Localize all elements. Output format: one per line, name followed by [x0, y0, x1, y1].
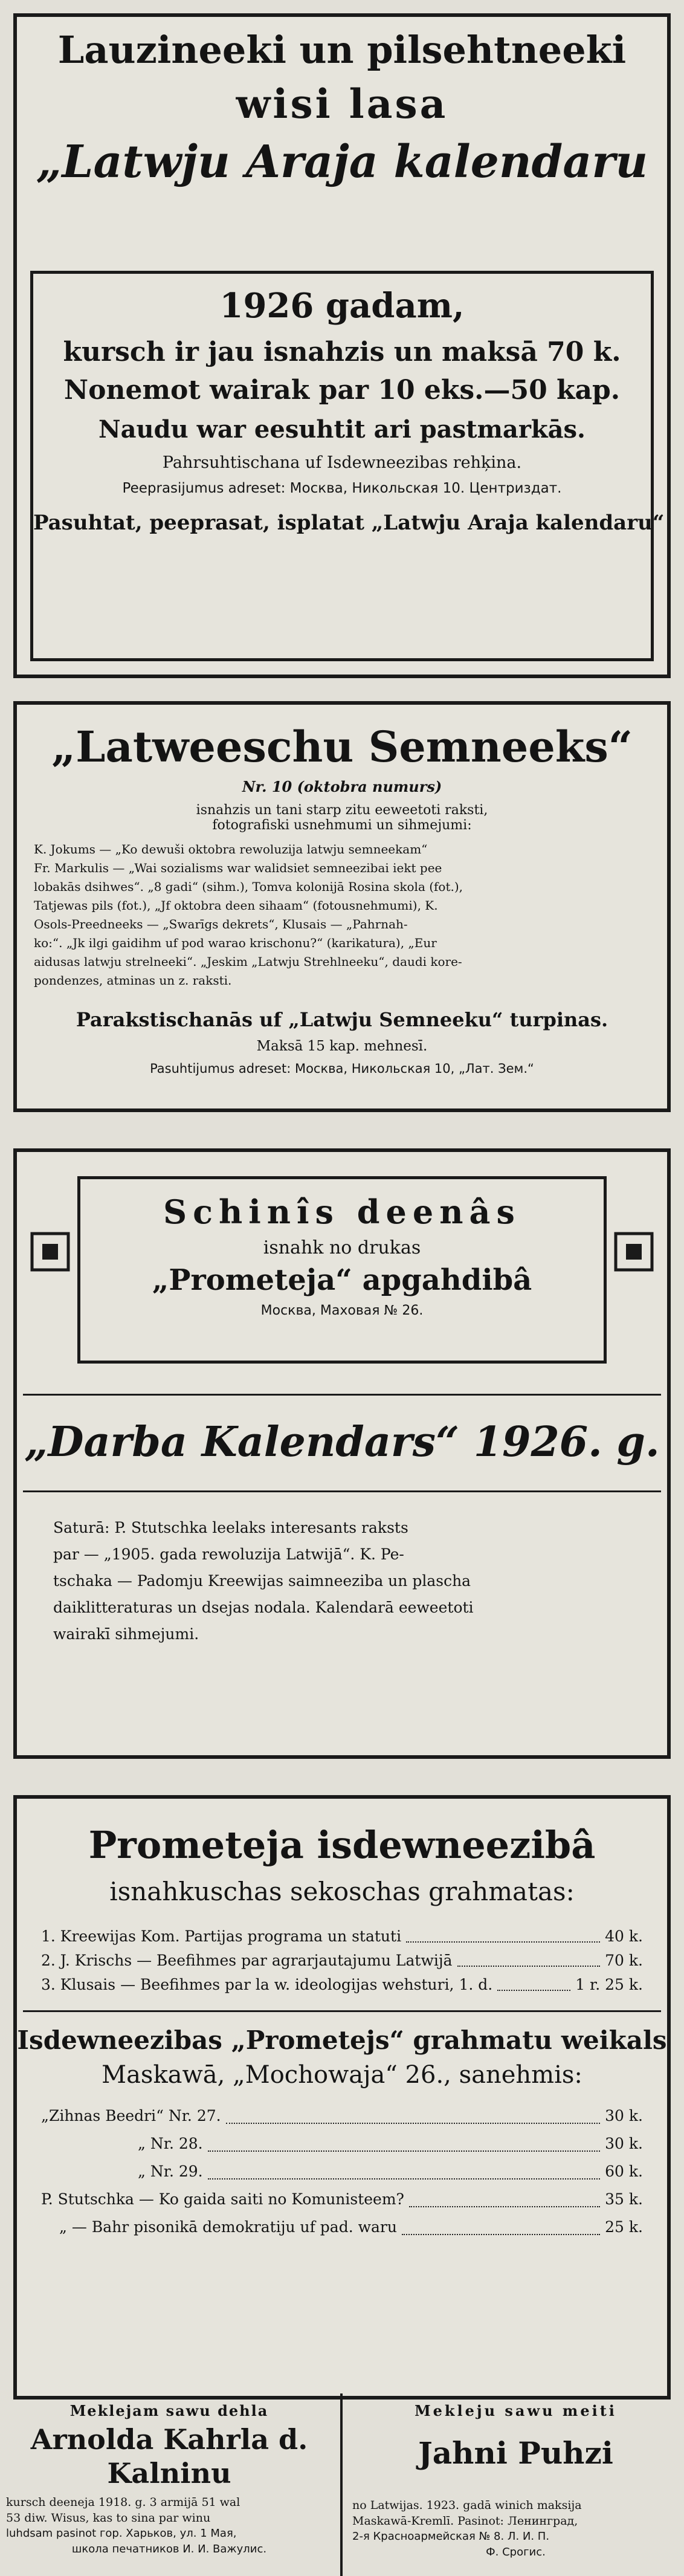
ad2-body-line: Osols-Preedneeks — „Swarīgs dekrets“, Klusais — „Pahrnah- [34, 917, 408, 931]
item-title: „ Nr. 29. [138, 2163, 203, 2180]
ad1-line4: 1926 gadam, [219, 286, 465, 326]
notice-right-line: no Latwijas. 1923. gadā winiсh maksija [352, 2499, 582, 2512]
item-price: 30 k. [605, 2135, 643, 2152]
ad1-line10: Pasuhtat, peeprasat, isplatat „Latwju Araja kalendaru“ [33, 511, 665, 535]
ad1-line2: wisi lasa [236, 80, 448, 128]
ad1-line8: Pahrsuhtischana uf Isdewneezibas rehķina. [162, 453, 522, 472]
ad3-header-box [77, 1176, 607, 1364]
ad2-body-line: aidusas latwju strelneeki“. „Jeskim „Latwju Strehlneeku“, daudi kore- [34, 954, 462, 969]
ad1-inner-box [30, 271, 665, 661]
ad2-body-line: Fr. Markulis — „Wai sozialisms war walidsiet semneezibai iekt pee [34, 861, 442, 875]
notice-left [0, 2393, 338, 2576]
ad2-title: „Latweeschu Semneeks“ [51, 722, 633, 772]
leader-dots [208, 2158, 601, 2180]
book-title: 1. Kreewijas Kom. Partijas programa un statuti [41, 1927, 402, 1945]
leader-dots [497, 1973, 570, 1991]
notice-right-body [352, 2497, 679, 2560]
ad3-header2: isnahk no drukas [263, 1237, 421, 1258]
book-row [17, 1973, 667, 1997]
notice-left-line: kursch deeneja 1918. g. 3 armijā 51 wal [6, 2496, 240, 2509]
ad3-title: „Darba Kalendars“ 1926. g. [24, 1418, 660, 1466]
ad3-content-line: Saturā: P. Stutschka leelaks interesants raksts [53, 1519, 408, 1536]
book-title: 2. J. Krischs — Beefihmes par agrarjautajumu Latwijā [41, 1952, 453, 1969]
ad-prometeja-isdewneeziba [13, 1795, 671, 2400]
notice-right-line: 2-я Красноармейская № 8. Л. И. П. [352, 2530, 550, 2543]
item-title: „Zihnas Beedri“ Nr. 27. [41, 2107, 221, 2125]
ad3-header3: „Prometeja“ apgahdibâ [152, 1263, 532, 1297]
leader-dots [402, 2213, 600, 2235]
book-row [17, 1949, 667, 1973]
ad2-issue: Nr. 10 (oktobra numurs) [242, 778, 442, 795]
ad4-shop2: Maskawā, „Mochowaja“ 26., sanehmis: [102, 2061, 582, 2089]
leader-dots [208, 2130, 601, 2152]
notice-left-body [6, 2494, 332, 2557]
ad3-header1: Schinîs deenâs [163, 1193, 521, 1231]
item-price: 30 k. [605, 2107, 643, 2125]
item-row [17, 2186, 667, 2213]
notice-right-l2: Jahni Puhzi [418, 2435, 613, 2471]
book-price: 1 r. 25 k. [575, 1976, 643, 1993]
ad1-line1: Lauzineeki un pilsehtneeki [57, 28, 627, 72]
ad-latweeschu-semneeks [13, 701, 671, 1112]
item-price: 35 k. [605, 2190, 643, 2208]
book-row [17, 1924, 667, 1949]
ad3-content-line: daiklitteraturas un dsejas nodala. Kalendarā eeweetoti [53, 1599, 474, 1616]
notice-left-line: 53 diw. Wisus, kas to sina par winu [6, 2511, 211, 2525]
book-price: 40 k. [605, 1927, 643, 1945]
ornament-left-icon [29, 1231, 71, 1273]
ad2-body-line: Tatjewas pils (fot.), „Jf oktobra deen sihaam“ (fotousnehmumi), K. [34, 898, 438, 913]
ad2-body [34, 840, 650, 990]
ad1-line3: „Latwju Araja kalendaru [36, 136, 648, 188]
ad3-divider [23, 1394, 661, 1396]
item-title: „ — Bahr pisonikā demokratiju uf pad. waru [59, 2218, 397, 2236]
ad2-body-line: lobakās dsihwes“. „8 gadi“ (sihm.), Tomva kolonijā Rosina skola (fot.), [34, 879, 463, 894]
ad2-body-line: pondenzes, atminas un z. raksti. [34, 973, 232, 988]
ad2-body-line: K. Jokums — „Ko dewuši oktobra rewoluzija latwju semneekam“ [34, 842, 428, 856]
ad1-line9: Peeprasijumus adreset: Москва, Никольская 10. Центриздат. [122, 481, 562, 496]
ad1-line7: Naudu war eesuhtit ari pastmarkās. [98, 415, 586, 444]
leader-dots [406, 1924, 600, 1943]
notice-left-l3: Kalninu [107, 2457, 231, 2490]
notice-right-line: Maskawā-Kremlī. Pasinot: Ленинград, [352, 2514, 578, 2528]
notice-right-l1: Mekleju sawu meiti [415, 2402, 617, 2419]
item-price: 60 k. [605, 2163, 643, 2180]
notice-right [347, 2393, 684, 2576]
item-row [17, 2158, 667, 2186]
ad2-address: Pasuhtijumus adreset: Москва, Никольская 10, „Лат. Зем.“ [150, 1061, 534, 1076]
notice-left-l1: Meklejam sawu dehla [69, 2402, 269, 2419]
ad3-content-line: wairakī sihmejumi. [53, 1625, 199, 1643]
notice-divider [340, 2393, 343, 2576]
item-row [17, 2102, 667, 2130]
ad4-subtitle: isnahkuschas sekoschas grahmatas: [109, 1877, 575, 1906]
ad4-shop1: Isdewneezibas „Prometejs“ grahmatu weikals [17, 2025, 667, 2055]
leader-dots [457, 1949, 601, 1967]
ad4-title: Prometeja isdewneezibâ [88, 1823, 596, 1867]
leader-dots [409, 2186, 600, 2207]
item-row [17, 2213, 667, 2241]
item-title: „ Nr. 28. [138, 2135, 203, 2152]
ad3-content-line: tschaka — Padomju Kreewijas saimneeziba un plascha [53, 1572, 471, 1590]
ad-darba-kalendars [13, 1148, 671, 1759]
notice-left-line: luhdsam pasinot гор. Харьков, ул. 1 Мая, [6, 2527, 237, 2540]
notice-right-line: Ф. Срогис. [486, 2546, 546, 2558]
ad3-divider [23, 1490, 661, 1492]
ad1-line5: kursch ir jau isnahzis un maksā 70 k. [63, 337, 621, 367]
item-price: 25 k. [605, 2218, 643, 2236]
ad3-content [53, 1515, 631, 1648]
ad2-price: Maksā 15 kap. mehnesī. [256, 1038, 428, 1054]
ornament-right-icon [613, 1231, 655, 1273]
item-row [17, 2130, 667, 2158]
item-title: P. Stutschka — Ko gaida saiti no Komunisteem? [41, 2190, 404, 2208]
book-price: 70 k. [605, 1952, 643, 1969]
ad2-intro1: isnahzis un tani starp zitu eeweetoti raksti, [196, 803, 488, 818]
ad4-books [17, 1924, 667, 1997]
ad3-content-line: par — „1905. gada rewoluzija Latwijā“. K. Pe- [53, 1545, 404, 1563]
leader-dots [226, 2102, 601, 2124]
ad2-body-line: ko:“. „Jk ilgi gaidihm uf pod warao krischonu?“ (karikatura), „Eur [34, 936, 437, 950]
ad1-line6: Nonemot wairak par 10 eks.—50 kap. [63, 375, 621, 406]
ad4-items [17, 2102, 667, 2241]
notice-left-l2: Arnolda Kahrla d. [30, 2423, 308, 2456]
book-title: 3. Klusais — Beefihmes par la w. ideologijas wehsturi, 1. d. [41, 1976, 493, 1993]
ad-kalendars [13, 13, 671, 678]
ad2-intro2: fotografiski usnehmumi un sihmejumi: [212, 818, 472, 833]
ad2-subscribe: Parakstischanās uf „Latwju Semneeku“ turpinas. [76, 1008, 608, 1031]
notice-left-line: школа печатников И. И. Важулис. [71, 2543, 267, 2555]
ad4-divider [23, 2010, 661, 2012]
ad3-header4: Москва, Маховая № 26. [260, 1303, 424, 1318]
